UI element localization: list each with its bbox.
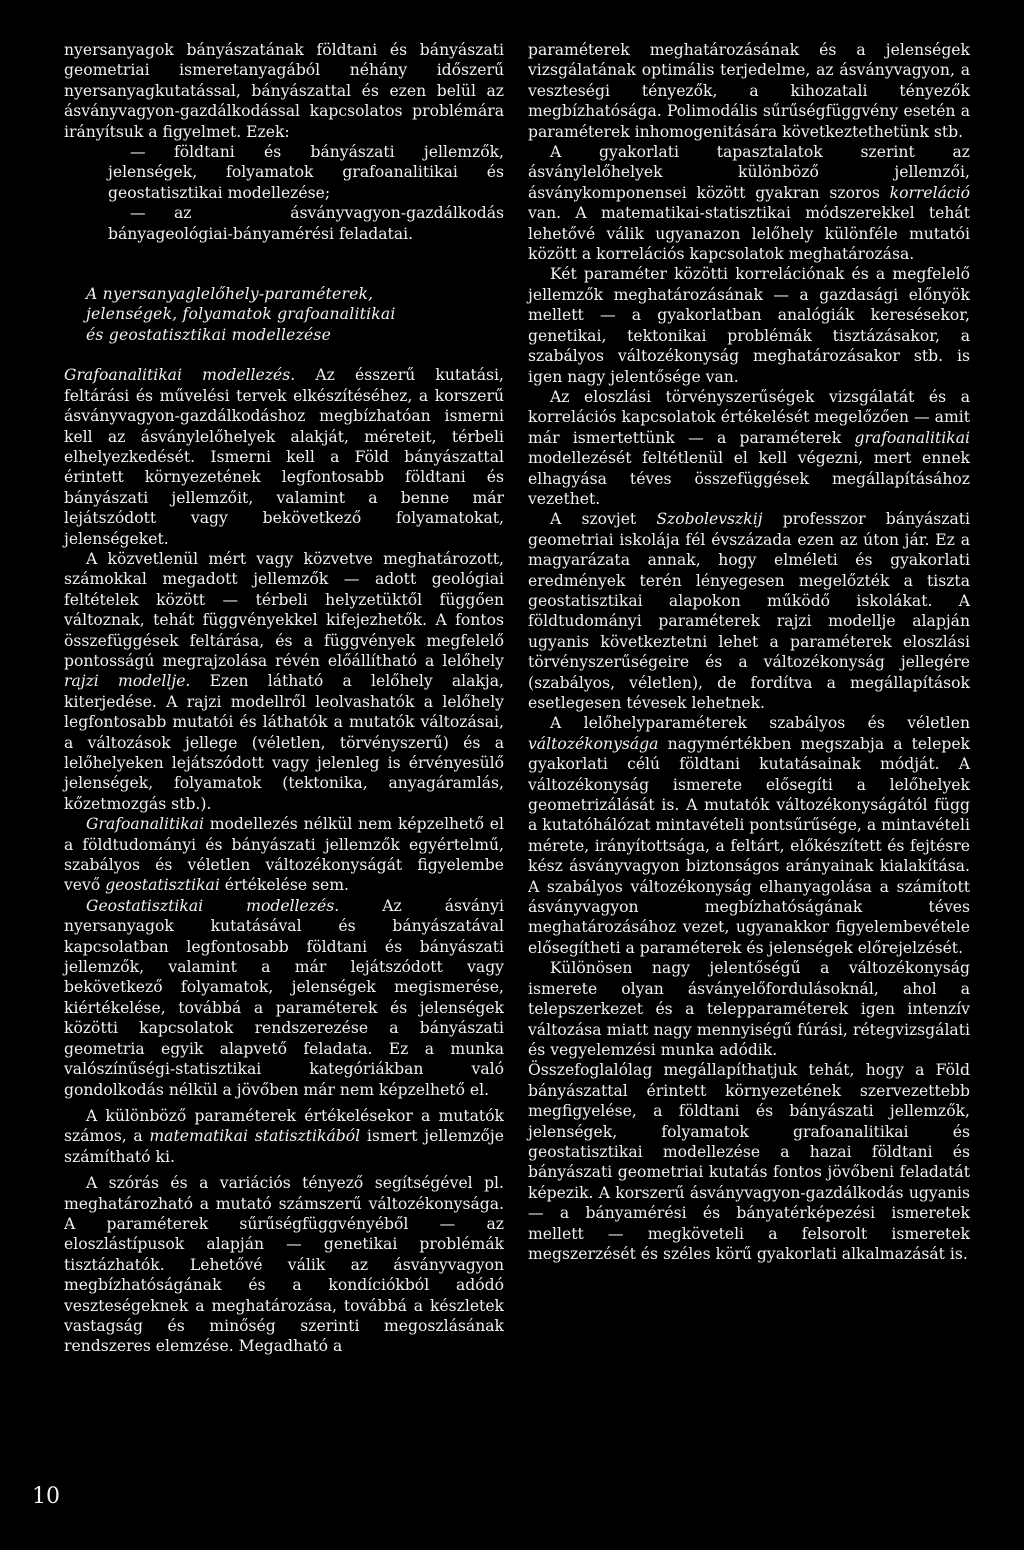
- paragraph-text: modellezését feltétlenül el kell végezni, mert ennek elhagyása téves összefüggések megállapításához vezethet.: [528, 449, 970, 508]
- paragraph-text: értékelése sem.: [219, 876, 350, 895]
- list-item: [64, 142, 504, 203]
- section-heading-line: és geostatisztikai modellezése: [86, 325, 332, 344]
- paragraph-lead: Geostatisztikai modellezés.: [86, 896, 340, 915]
- list-item: [64, 203, 504, 244]
- paragraph: A szórás és a variációs tényező segítségével pl. meghatározható a mutató számszerű változékonysága. A paraméterek sűrűségfüggvényéből — az eloszlástípusok alapján — genetikai problémák tisztázhatók. Lehetővé válik az ásványvagyon megbízhatóságának és a kondíciókból adódó veszteségeknek a meghatározása, továbbá a készletek vastagság és minőség szerinti megoszlásának rendszeres elemzése. Megadható a: [64, 1174, 504, 1356]
- paragraph-text: Ezen látható a lelőhely alakja, kiterjedése. A rajzi modellről leolvashatók a lelőhely legfontosabb mutatói és láthatók a mutatók változásai, a változások jellege (véletlen, törvényszerű) és a lelőhelyeken lejátszódott vagy jelenleg is érvényesülő jelenségek, folyamatok (tektonika, anyagáramlás, kőzetmozgás stb.).: [64, 672, 504, 813]
- section-heading: [64, 284, 504, 345]
- italic-term: grafoanalitikai: [854, 428, 970, 447]
- page-number: 10: [32, 1484, 60, 1509]
- paragraph: [64, 814, 504, 896]
- right-column: [528, 40, 970, 1264]
- list-item-text: az ásványvagyon-gazdálkodás bányageológiai-bányamérési feladatai.: [108, 204, 504, 243]
- italic-term: változékonysága: [528, 734, 659, 753]
- italic-term: Grafoanalitikai: [86, 815, 204, 834]
- left-column: [64, 40, 504, 1357]
- paragraph-text: A közvetlenül mért vagy közvetve meghatározott, számokkal megadott jellemzők — adott geológiai feltételek között — térbeli helyzetüktől függően változnak, tehát függvényekkel kifejezhetők. A fontos összefüggések feltárása, és a függvények megfelelő pontosságú megrajzolása révén előállítható a lelőhely: [64, 549, 504, 670]
- dash-bullet: —: [130, 143, 146, 162]
- intro-paragraph: nyersanyagok bányászatának földtani és bányászati geometriai ismeretanyagából néhány időszerű nyersanyagkutatással, bányászattal és ezen belül az ásványvagyon-gazdálkodással kapcsolatos problémára irányítsuk a figyelmet. Ezek:: [64, 41, 504, 141]
- section-heading-line: jelenségek, folyamatok grafoanalitikai: [86, 305, 396, 324]
- paragraph-text: A szovjet: [550, 510, 657, 529]
- paragraph-text: professzor bányászati geometriai iskolája fél évszázada ezen az úton jár. Ez a magyarázata annak, hogy elméleti és gyakorlati eredmények terén lényegesen megelőzték a tiszta geostatisztikai alapokon működő iskolákat. A földtudományi paraméterek rajzi modellje alapján ugyanis következtetni lehet a paraméterek eloszlási törvényszerűségeire és a változékonyság jellegére (szabályos, véletlen), de fordítva a megállapítások esetlegesen tévesek lehetnek.: [528, 510, 970, 712]
- section-heading-line: A nyersanyaglelőhely-paraméterek,: [86, 285, 374, 304]
- paragraph: Különösen nagy jelentőségű a változékonyság ismerete olyan ásványelőfordulásoknál, ahol a telepszerkezet és a telepparaméterek igen intenzív változása miatt nagy mennyiségű fúrási, rétegvizsgálati és vegyelemzési munka adódik.: [528, 959, 970, 1059]
- italic-term: korreláció: [889, 183, 970, 202]
- italic-term: matematikai statisztikából: [149, 1127, 361, 1146]
- paragraph-text: Az ésszerű kutatási, feltárási és művelési tervek elkészítéséhez, a korszerű ásványvagyon-gazdálkodáshoz megbízhatóan ismerni kell az ásványlelőhelyek alakját, méreteit, térbeli elhelyezkedését. Ismerni kell a Föld bányászattal érintett környezetének legfontosabb földtani és bányászati jellemzőit, valamint a benne már lejátszódott vagy bekövetkező folyamatokat, jelenségeket.: [64, 366, 504, 548]
- paragraph-lead: Grafoanalitikai modellezés.: [64, 366, 296, 385]
- summary-paragraph: Összefoglalólag megállapíthatjuk tehát, hogy a Föld bányászattal érintett környezetének szervezettebb megfigyelése, a földtani és bányászati jellemzők, jelenségek, folyamatok grafoanalitikai és geostatisztikai modellezése a hazai földtani és bányászati geometriai kutatás fontos jövőbeni feladatát képezik. A korszerű ásványvagyon-gazdálkodás ugyanis — a bányamérési és bányatérképezési ismeretek mellett — megköveteli a felsorolt ismeretek megszerzését és széles körű gyakorlati alkalmazását is.: [528, 1061, 970, 1263]
- paragraph: [64, 549, 504, 814]
- italic-term: rajzi modellje.: [64, 672, 191, 691]
- paragraph-text: modellezés nélkül nem képzelhető el a földtudományi és bányászati jellemzők egyértelmű, szabályos és véletlen változékonyságát figyelembe vevő: [64, 815, 504, 895]
- paragraph-text: A gyakorlati tapasztalatok szerint az ásványlelőhelyek különböző jellemzői, ásványkomponensei között gyakran szoros: [528, 143, 970, 202]
- paragraph-text: van. A matematikai-statisztikai módszerekkel tehát lehetővé válik ugyanazon lelőhely különféle mutatói között a korrelációs kapcsolatok meghatározása.: [528, 204, 970, 264]
- paragraph: [528, 387, 970, 509]
- paragraph-grafoanalitikai: [64, 365, 504, 549]
- italic-term: geostatisztikai: [105, 876, 220, 895]
- paragraph-text: nagymértékben megszabja a telepek gyakorlati célú földtani kutatásainak módját. A változékonyság ismerete elősegíti a lelőhelyek geometrizálását is. A mutatók változékonyságától függ a kutatóhálózat mintavételi pontsűrűsége, a mintavételi mérete, irányítottsága, a feltárt, előkészített és fejtésre kész ásványvagyon biztonságos arányainak kialakítása. A szabályos változékonyság elhanyagolása a számított ásványvagyon megbízhatóságának téves meghatározásához vezet, ugyanakkor figyelembevétele elősegítheti a paraméterek és jelenségek előrejelzését.: [528, 734, 970, 957]
- list-item-text: földtani és bányászati jellemzők, jelenségek, folyamatok grafoanalitikai és geostatisztikai modellezése;: [108, 143, 504, 202]
- paragraph: [528, 509, 970, 713]
- paragraph: paraméterek meghatározásának és a jelenségek vizsgálatának optimális terjedelme, az ásványvagyon, a veszteségi tényezők, a kihozatali tényezők megbízhatósága. Polimodális sűrűségfüggvény esetén a paraméterek inhomogenitására következtethetünk stb.: [528, 41, 970, 141]
- paragraph: [528, 713, 970, 958]
- paragraph-text: A lelőhelyparaméterek szabályos és véletlen: [550, 714, 970, 733]
- paragraph: [528, 142, 970, 264]
- paragraph-text: Az eloszlási törvényszerűségek vizsgálatát és a korrelációs kapcsolatok értékelését megelőzően — amit már ismertettünk — a paraméterek: [528, 387, 970, 447]
- paragraph-text: Az ásványi nyersanyagok kutatásával és bányászatával kapcsolatban legfontosabb földtani és bányászati jellemzők, valamint a már lejátszódott vagy bekövetkező folyamatok, jelenségek megismerése, kiértékelése, továbbá a paraméterek és jelenségek közötti kapcsolatok rendszerezése a bányászati geometria egyik alapvető feladata. Ez a munka valószínűségi-statisztikai kategóriákban való gondolkodás nélkül a jövőben már nem képzelhető el.: [64, 896, 505, 1099]
- paragraph-text: ismert jellemzője számítható ki.: [64, 1127, 504, 1166]
- italic-term: Szobolevszkij: [656, 510, 763, 529]
- dash-bullet: —: [130, 204, 146, 223]
- paragraph-text: A különböző paraméterek értékelésekor a mutatók számos, a: [64, 1106, 504, 1146]
- paragraph: Két paraméter közötti korrelációnak és a megfelelő jellemzők meghatározásának — a gazdasági előnyök mellett — a gyakorlatban analógiák keresésekor, genetikai, tektonikai problémák tisztázásakor, a szabályos változékonyság meghatározásakor stb. is igen nagy jelentősége van.: [528, 265, 970, 386]
- paragraph: [64, 1106, 504, 1167]
- paragraph-geostatisztikai: [64, 896, 504, 1100]
